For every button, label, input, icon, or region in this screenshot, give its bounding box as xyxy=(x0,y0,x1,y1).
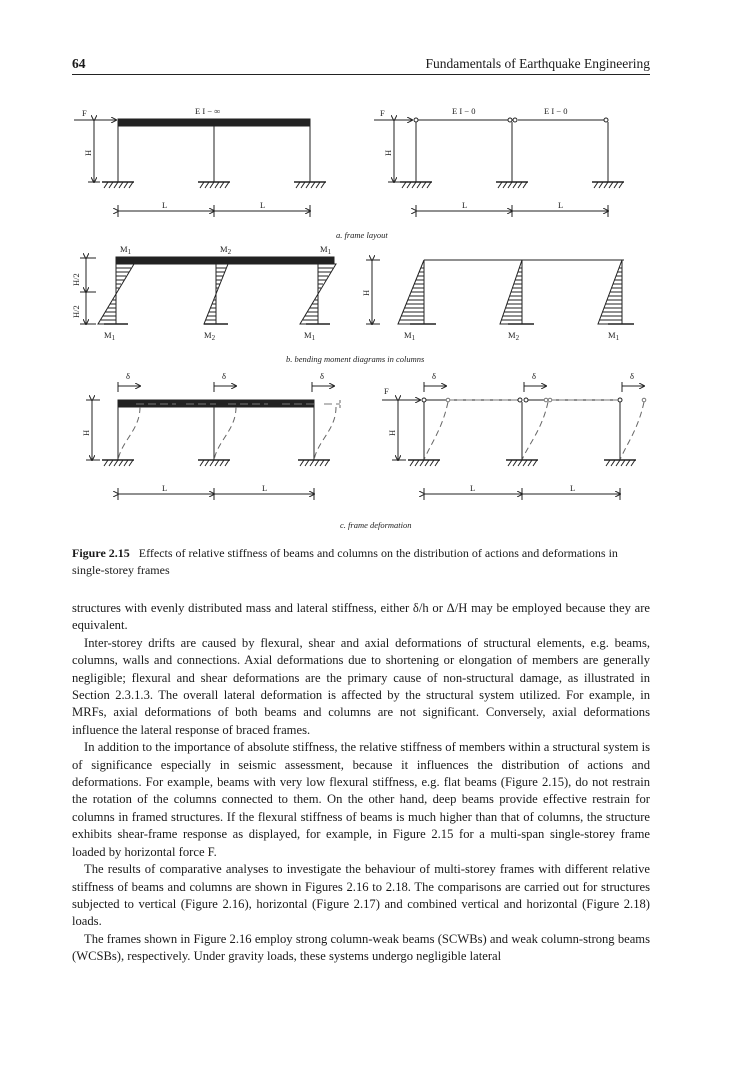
moment-label: $M_2$ xyxy=(220,244,232,256)
height-label: H xyxy=(383,149,393,156)
caption-text: Effects of relative stiffness of beams and columns on the distribution of actions and deformations in single-storey frames xyxy=(72,546,618,577)
frame-layout-left xyxy=(74,119,326,217)
half-height-label: H/2 xyxy=(71,305,81,318)
moment-label: $M_2$ xyxy=(508,330,520,342)
ei-rigid-label: E I − ∞ xyxy=(195,106,221,116)
moment-label: $M_1$ xyxy=(104,330,116,342)
sublabel-frame-deformation: c. frame deformation xyxy=(340,520,412,530)
moment-labels-right xyxy=(361,290,620,342)
height-label: H xyxy=(361,289,371,296)
height-label: H xyxy=(81,429,91,436)
height-label: H xyxy=(83,149,93,156)
half-height-label: H/2 xyxy=(71,273,81,286)
moment-label: $M_1$ xyxy=(608,330,620,342)
ei-flexible-label: E I − 0 xyxy=(544,106,568,116)
span-label: L xyxy=(262,483,268,493)
span-label: L xyxy=(162,200,168,210)
span-label: L xyxy=(462,200,468,210)
running-title: Fundamentals of Earthquake Engineering xyxy=(425,56,650,71)
moment-label: $M_1$ xyxy=(304,330,316,342)
moment-label: $M_1$ xyxy=(120,244,132,256)
figure-caption xyxy=(72,545,650,578)
moment-label: $M_2$ xyxy=(204,330,216,342)
span-label: L xyxy=(162,483,168,493)
delta-label: δ xyxy=(432,371,437,381)
paragraph: The results of comparative analyses to investigate the behaviour of multi-storey frames with different relative stiffness of beams and columns are shown in Figures 2.16 to 2.18. The comparisons are carried out for structures subjected to vertical (Figure 2.16), horizontal (Figure 2.17) and combined vertical and horizontal (Figure 2.18) loads. xyxy=(72,862,650,929)
force-label: F xyxy=(82,108,87,118)
height-label: H xyxy=(387,429,397,436)
delta-label: δ xyxy=(320,371,325,381)
force-label: F xyxy=(380,108,385,118)
force-label: F xyxy=(384,386,389,396)
span-label: L xyxy=(470,483,476,493)
page-number: 64 xyxy=(72,56,86,71)
paragraph: Inter-storey drifts are caused by flexural, shear and axial deformations of structural elements, e.g. beams, columns, walls and connections. Axial deformations due to shortening or elongation of members are generally negligible; flexural and shear deformations are the primary cause of non-structural damage, as illustrated in Section 2.3.1.3. The overall lateral deformation is affected by the structural system utilized. For example, in MRFs, axial deformations of both beams and columns are not significant. Conversely, axial deformations influence the lateral response of braced frames. xyxy=(72,635,650,737)
deformation-left xyxy=(86,382,340,500)
paragraph: structures with evenly distributed mass and lateral stiffness, either δ/h or Δ/H may be employed because they are equivalent. xyxy=(72,601,650,633)
paragraph: The frames shown in Figure 2.16 employ strong column-weak beams (SCWBs) and weak column-strong beams (WCSBs), respectively. Under gravity loads, these systems undergo negligible lateral xyxy=(72,931,650,964)
caption-label: Figure 2.15 xyxy=(72,546,130,560)
delta-label: δ xyxy=(222,371,227,381)
sublabel-moment-diagrams: b. bending moment diagrams in columns xyxy=(286,354,425,364)
deformation-right xyxy=(382,382,646,500)
moment-label: $M_1$ xyxy=(320,244,332,256)
moment-diagram-left xyxy=(80,257,336,324)
delta-label: δ xyxy=(532,371,537,381)
moment-label: $M_1$ xyxy=(404,330,416,342)
paragraph: In addition to the importance of absolute stiffness, the relative stiffness of members within a structural system is of significance especially in seismic assessment, because it influences the distribution of actions and deformations. For example, beams with very low flexural stiffness, e.g. flat beams (Figure 2.15), do not restrain the rotation of the columns connected to them. On the other hand, deep beams provide effective restrain for columns in framed structures. If the flexural stiffness of beams is much higher than that of columns, the structure exhibits shear-frame response as displayed, for example, in Figure 2.15 for a multi-span single-storey frame loaded by horizontal force F. xyxy=(72,740,650,859)
ei-flexible-label: E I − 0 xyxy=(452,106,476,116)
frame-layout-right xyxy=(374,118,624,217)
delta-label: δ xyxy=(630,371,635,381)
span-label: L xyxy=(558,200,564,210)
sublabel-frame-layout: a. frame layout xyxy=(336,230,388,240)
span-label: L xyxy=(260,200,266,210)
span-label: L xyxy=(570,483,576,493)
moment-diagram-right xyxy=(366,260,634,324)
body-text xyxy=(72,600,650,966)
delta-label: δ xyxy=(126,371,131,381)
